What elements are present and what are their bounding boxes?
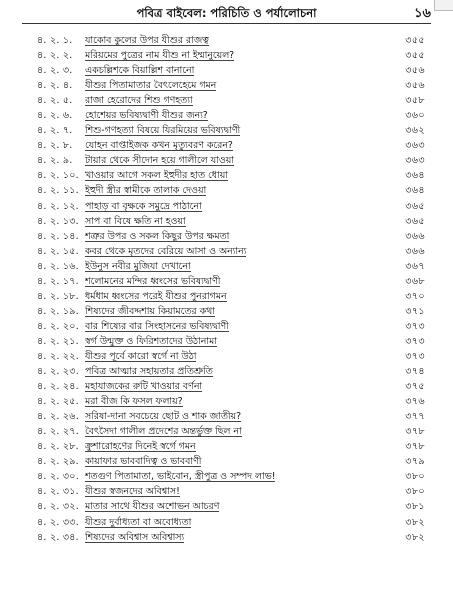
toc-entry-page: ৩৫৫ <box>405 50 425 62</box>
toc-entry-title: শিশু-গণহত্যা বিষয়ে যিরমিয়ের ভবিষ্যদ্বাণী <box>85 125 241 137</box>
toc-entry-title: স্বর্গ উন্মুক্ত ও ফিরিশতাদের উঠানামা <box>85 335 217 347</box>
toc-entry-number: ৪. ২. ১২. <box>37 200 79 212</box>
toc-entry-title: যোহন বাপ্তাইজক কখন মৃত্যুবরণ করেন? <box>85 140 233 152</box>
page-header <box>0 0 453 26</box>
toc-entry-number: ৪. ২. ৫. <box>37 95 73 107</box>
toc-entry-underline <box>85 346 217 347</box>
toc-entry-page: ৩৭৫ <box>405 381 425 393</box>
toc-entry[interactable] <box>0 424 453 439</box>
toc-entry-page: ৩৭১ <box>405 305 425 317</box>
toc-entry-number: ৪. ২. ৯. <box>37 155 73 167</box>
toc-entry-underline <box>85 120 208 121</box>
toc-entry[interactable] <box>0 334 453 349</box>
toc-entry-page: ৩৭৩ <box>405 350 425 362</box>
toc-entry[interactable] <box>0 123 453 138</box>
toc-entry-underline <box>85 331 229 332</box>
toc-entry-page: ৩৫৬ <box>405 80 425 92</box>
toc-entry-underline <box>85 511 219 512</box>
toc-entry-page: ৩৬৪ <box>405 170 425 182</box>
toc-entry-page: ৩৭৩ <box>405 320 425 332</box>
toc-entry-title: টায়ার থেকে সীদোন হয়ে গালীলে যাওয়া <box>85 155 234 167</box>
toc-entry-number: ৪. ২. ৩১. <box>37 486 79 498</box>
toc-entry[interactable] <box>0 78 453 93</box>
toc-entry-title: ধর্মধাম ধ্বংসের পরেই যীশুর পুনরাগমন <box>85 290 227 302</box>
toc-entry[interactable] <box>0 469 453 484</box>
toc-entry[interactable] <box>0 454 453 469</box>
toc-entry-number: ৪. ২. ১১. <box>37 185 79 197</box>
toc-entry-number: ৪. ২. ১৪. <box>37 230 79 242</box>
toc-entry-number: ৪. ২. ৩৪. <box>37 531 79 543</box>
toc-entry-page: ৩৮০ <box>405 486 425 498</box>
toc-entry-page: ৩৬৪ <box>405 185 425 197</box>
toc-entry[interactable] <box>0 394 453 409</box>
toc-entry-page: ৩৮২ <box>405 516 425 528</box>
toc-entry-page: ৩৬৮ <box>405 275 425 287</box>
toc-entry[interactable] <box>0 244 453 259</box>
toc-entry-page: ৩৬৬ <box>405 230 425 242</box>
toc-entry-underline <box>85 496 180 497</box>
toc-entry-title: শিষ্যদের অবিশ্বাস অবিশ্বাস্য <box>85 531 185 543</box>
toc-entry[interactable] <box>0 515 453 530</box>
toc-entry-title: শলোমনের মন্দির ধ্বংসের ভবিষ্যদ্বাণী <box>85 275 221 287</box>
toc-entry-number: ৪. ২. ১৯. <box>37 305 79 317</box>
toc-entry-underline <box>85 391 202 392</box>
toc-entry-title: ইউনুস নবীর মুজিযা দেখানো <box>85 260 191 272</box>
toc-entry-number: ৪. ২. ২৭. <box>37 426 79 438</box>
page-number: ১৬ <box>414 6 431 21</box>
toc-entry[interactable] <box>0 409 453 424</box>
toc-entry-title: শতগুণ পিতামাতা, ভাইবোন, স্ত্রীপুত্র ও সম্পদ লাভ! <box>85 471 276 483</box>
toc-entry[interactable] <box>0 48 453 63</box>
toc-entry-page: ৩৫৮ <box>405 95 425 107</box>
toc-entry-number: ৪. ২. ২৬. <box>37 411 79 423</box>
toc-entry[interactable] <box>0 484 453 499</box>
toc-entry-number: ৪. ২. ৩. <box>37 65 73 77</box>
toc-entry[interactable] <box>0 349 453 364</box>
toc-entry-page: ৩৭০ <box>405 290 425 302</box>
toc-entry-title: বার শিষ্যের বার সিংহাসনের ভবিষ্যদ্বাণী <box>85 320 229 332</box>
toc-entry-underline <box>85 241 229 242</box>
toc-entry-number: ৪. ২. ১৬. <box>37 260 79 272</box>
toc-entry[interactable] <box>0 304 453 319</box>
toc-entry-page: ৩৫৫ <box>405 35 425 46</box>
table-of-contents <box>0 33 453 545</box>
toc-entry-number: ৪. ২. ১০. <box>37 170 79 182</box>
toc-entry[interactable] <box>0 364 453 379</box>
toc-entry-page: ৩৭৪ <box>405 366 425 378</box>
toc-entry-underline <box>85 271 191 272</box>
toc-entry-underline <box>85 256 246 257</box>
toc-entry[interactable] <box>0 289 453 304</box>
toc-entry-underline <box>85 481 275 482</box>
toc-entry-number: ৪. ২. ১. <box>37 35 73 46</box>
toc-entry-underline <box>85 195 206 196</box>
page-corner-mark <box>434 0 453 11</box>
toc-entry-title: যাকোব কুলের উপর যীশুর রাজত্ব <box>85 35 209 46</box>
toc-entry-underline <box>85 135 240 136</box>
toc-entry-number: ৪. ২. ২৫. <box>37 396 79 408</box>
header-divider <box>22 23 431 24</box>
toc-entry-underline <box>85 45 209 46</box>
toc-entry-number: ৪. ২. ২১. <box>37 335 79 347</box>
toc-entry-number: ৪. ২. ২৪. <box>37 381 79 393</box>
toc-entry-title: যীশুর দুর্বাধ্যতা বা অবোধ্যতা <box>85 516 192 528</box>
toc-entry-title: কবর থেকে মৃতদের বেরিয়ে আসা ও অন্যান্য <box>85 245 247 257</box>
toc-entry-page: ৩৬৩ <box>405 140 425 152</box>
toc-entry-number: ৪. ২. ২. <box>37 50 73 62</box>
toc-entry-page: ৩৬০ <box>405 110 425 122</box>
toc-entry[interactable] <box>0 379 453 394</box>
toc-entry-number: ৪. ২. ২৩. <box>37 366 79 378</box>
toc-entry-underline <box>85 211 202 212</box>
toc-entry-number: ৪. ২. ৩৩. <box>37 516 79 528</box>
toc-entry-page: ৩৭৬ <box>405 396 425 408</box>
toc-entry[interactable] <box>0 214 453 229</box>
toc-entry-underline <box>85 180 228 181</box>
toc-entry-underline <box>85 316 215 317</box>
toc-entry-title: যীশুর স্বজনদের অবিশ্বাস! <box>85 486 180 498</box>
toc-entry[interactable] <box>0 259 453 274</box>
toc-entry-underline <box>85 451 196 452</box>
toc-entry-underline <box>85 421 241 422</box>
toc-entry-page: ৩৬৭ <box>405 260 425 272</box>
toc-entry-underline <box>85 466 201 467</box>
toc-entry-number: ৪. ২. ৩০. <box>37 471 79 483</box>
toc-entry-page: ৩৭৭ <box>405 411 425 423</box>
toc-entry[interactable] <box>0 168 453 183</box>
toc-entry-title: মরা বীজ কি ফসল ফলায়? <box>85 396 183 408</box>
toc-entry-page: ৩৬৬ <box>405 245 425 257</box>
toc-entry-title: একচল্লিশকে বিয়াল্লিশ বানানো <box>85 65 195 77</box>
toc-entry-page: ৩৭৮ <box>405 441 425 453</box>
toc-entry-underline <box>85 527 191 528</box>
toc-entry-title: ইহুদী স্ত্রীর স্বামীকে তালাক দেওয়া <box>85 185 207 197</box>
toc-entry[interactable] <box>0 229 453 244</box>
toc-entry-title: রাজা হেরোদের শিশু গণহত্যা <box>85 95 193 107</box>
toc-entry[interactable] <box>0 63 453 78</box>
toc-entry-number: ৪. ২. ১৫. <box>37 245 79 257</box>
toc-entry-number: ৪. ২. ১৮. <box>37 290 79 302</box>
page-header-title: পবিত্র বাইবেল: পরিচিতি ও পর্যালোচনা <box>136 6 317 20</box>
toc-entry-underline <box>85 150 233 151</box>
toc-entry-title: শত্রুর উপর ও সকল কিছুর উপর ক্ষমতা <box>85 230 230 242</box>
toc-entry-underline <box>85 301 227 302</box>
toc-entry-underline <box>85 361 196 362</box>
toc-entry[interactable] <box>0 183 453 198</box>
toc-entry-number: ৪. ২. ২০. <box>37 320 79 332</box>
toc-entry-title: মরিয়মের পুত্রের নাম যীশু না ইম্মানুয়েল? <box>85 50 235 62</box>
toc-entry-underline <box>85 542 184 543</box>
toc-entry-underline <box>85 436 242 437</box>
toc-entry-page: ৩৭৮ <box>405 426 425 438</box>
toc-entry-number: ৪. ২. ২৯. <box>37 456 79 468</box>
toc-entry-underline <box>85 60 234 61</box>
toc-entry-title: কায়াফার ভাববাদিত্ব ও ভাববাণী <box>85 456 202 468</box>
toc-entry-underline <box>85 376 213 377</box>
toc-entry-underline <box>85 406 183 407</box>
toc-entry-number: ৪. ২. ৭. <box>37 125 73 137</box>
toc-entry-title: বৈৎসৈদা গালীল প্রদেশের অন্তর্ভুক্ত ছিল না <box>85 426 242 438</box>
toc-entry[interactable] <box>0 530 453 545</box>
toc-entry[interactable] <box>0 138 453 153</box>
toc-entry-number: ৪. ২. ৪. <box>37 80 73 92</box>
toc-entry-title: যীশুর পিতামাতার বৈৎলেহেমে গমন <box>85 80 217 92</box>
toc-entry[interactable] <box>0 319 453 334</box>
toc-entry-number: ৪. ২. ২২. <box>37 350 79 362</box>
toc-entry-title: পবিত্র আত্মার সহায়তার প্রতিশ্রুতি <box>85 366 213 378</box>
toc-entry-page: ৩৬৫ <box>405 200 425 212</box>
toc-entry-title: মহাযাজকের রুটি খাওয়ার বর্ণনা <box>85 381 203 393</box>
toc-entry-page: ৩৭৩ <box>405 335 425 347</box>
toc-entry-number: ৪. ২. ৮. <box>37 140 73 152</box>
toc-entry-title: শিষ্যদের জীবদ্দশায় কিয়ামতের কথা <box>85 305 215 317</box>
toc-entry[interactable] <box>0 199 453 214</box>
toc-entry-title: ক্রুশারোহণের দিনেই স্বর্গে গমন <box>85 441 196 453</box>
toc-entry-number: ৪. ২. ৩২. <box>37 501 79 513</box>
toc-entry[interactable] <box>0 274 453 289</box>
toc-entry-title: সাপ বা বিষে ক্ষতি না হওয়া <box>85 215 186 227</box>
toc-entry-number: ৪. ২. ১৩. <box>37 215 79 227</box>
toc-entry-page: ৩৮০ <box>405 471 425 483</box>
toc-entry-number: ৪. ২. ১৭. <box>37 275 79 287</box>
toc-entry[interactable] <box>0 33 453 48</box>
toc-entry-title: খাওয়ার আগে সকল ইহুদীর হাত ধোয়া <box>85 170 228 182</box>
toc-entry[interactable] <box>0 108 453 123</box>
toc-entry-underline <box>85 75 194 76</box>
toc-entry-page: ৩৬৫ <box>405 215 425 227</box>
toc-entry-page: ৩৮২ <box>405 531 425 543</box>
toc-entry-underline <box>85 226 186 227</box>
toc-entry-underline <box>85 165 234 166</box>
toc-entry-page: ৩৬৩ <box>405 155 425 167</box>
toc-entry-underline <box>85 286 220 287</box>
toc-entry-number: ৪. ২. ৬. <box>37 110 73 122</box>
toc-entry-title: যীশুর পূর্বে কারো স্বর্গে না উঠা <box>85 350 197 362</box>
toc-entry-page: ৩৫৬ <box>405 65 425 77</box>
toc-entry-page: ৩৬২ <box>405 125 425 137</box>
toc-entry-underline <box>85 105 193 106</box>
toc-entry-title: সরিষা-দানা সবচেয়ে ছোট ও শাক জাতীয়? <box>85 411 242 423</box>
toc-entry[interactable] <box>0 93 453 108</box>
toc-entry-title: মাতার সাথে যীশুর অশোভন আচরণ <box>85 501 220 513</box>
toc-entry-page: ৩৭৯ <box>405 456 425 468</box>
toc-entry-title: পাহাড় বা বৃক্ষকে সমুদ্রে পাঠানো <box>85 200 202 212</box>
toc-entry-page: ৩৮১ <box>405 501 425 513</box>
toc-entry[interactable] <box>0 439 453 454</box>
toc-entry-title: হোশেয়র ভবিষ্যদ্বাণী যীশুর জন্য? <box>85 110 208 122</box>
toc-entry-number: ৪. ২. ২৮. <box>37 441 79 453</box>
toc-entry[interactable] <box>0 499 453 514</box>
toc-entry-underline <box>85 90 216 91</box>
toc-entry[interactable] <box>0 153 453 168</box>
